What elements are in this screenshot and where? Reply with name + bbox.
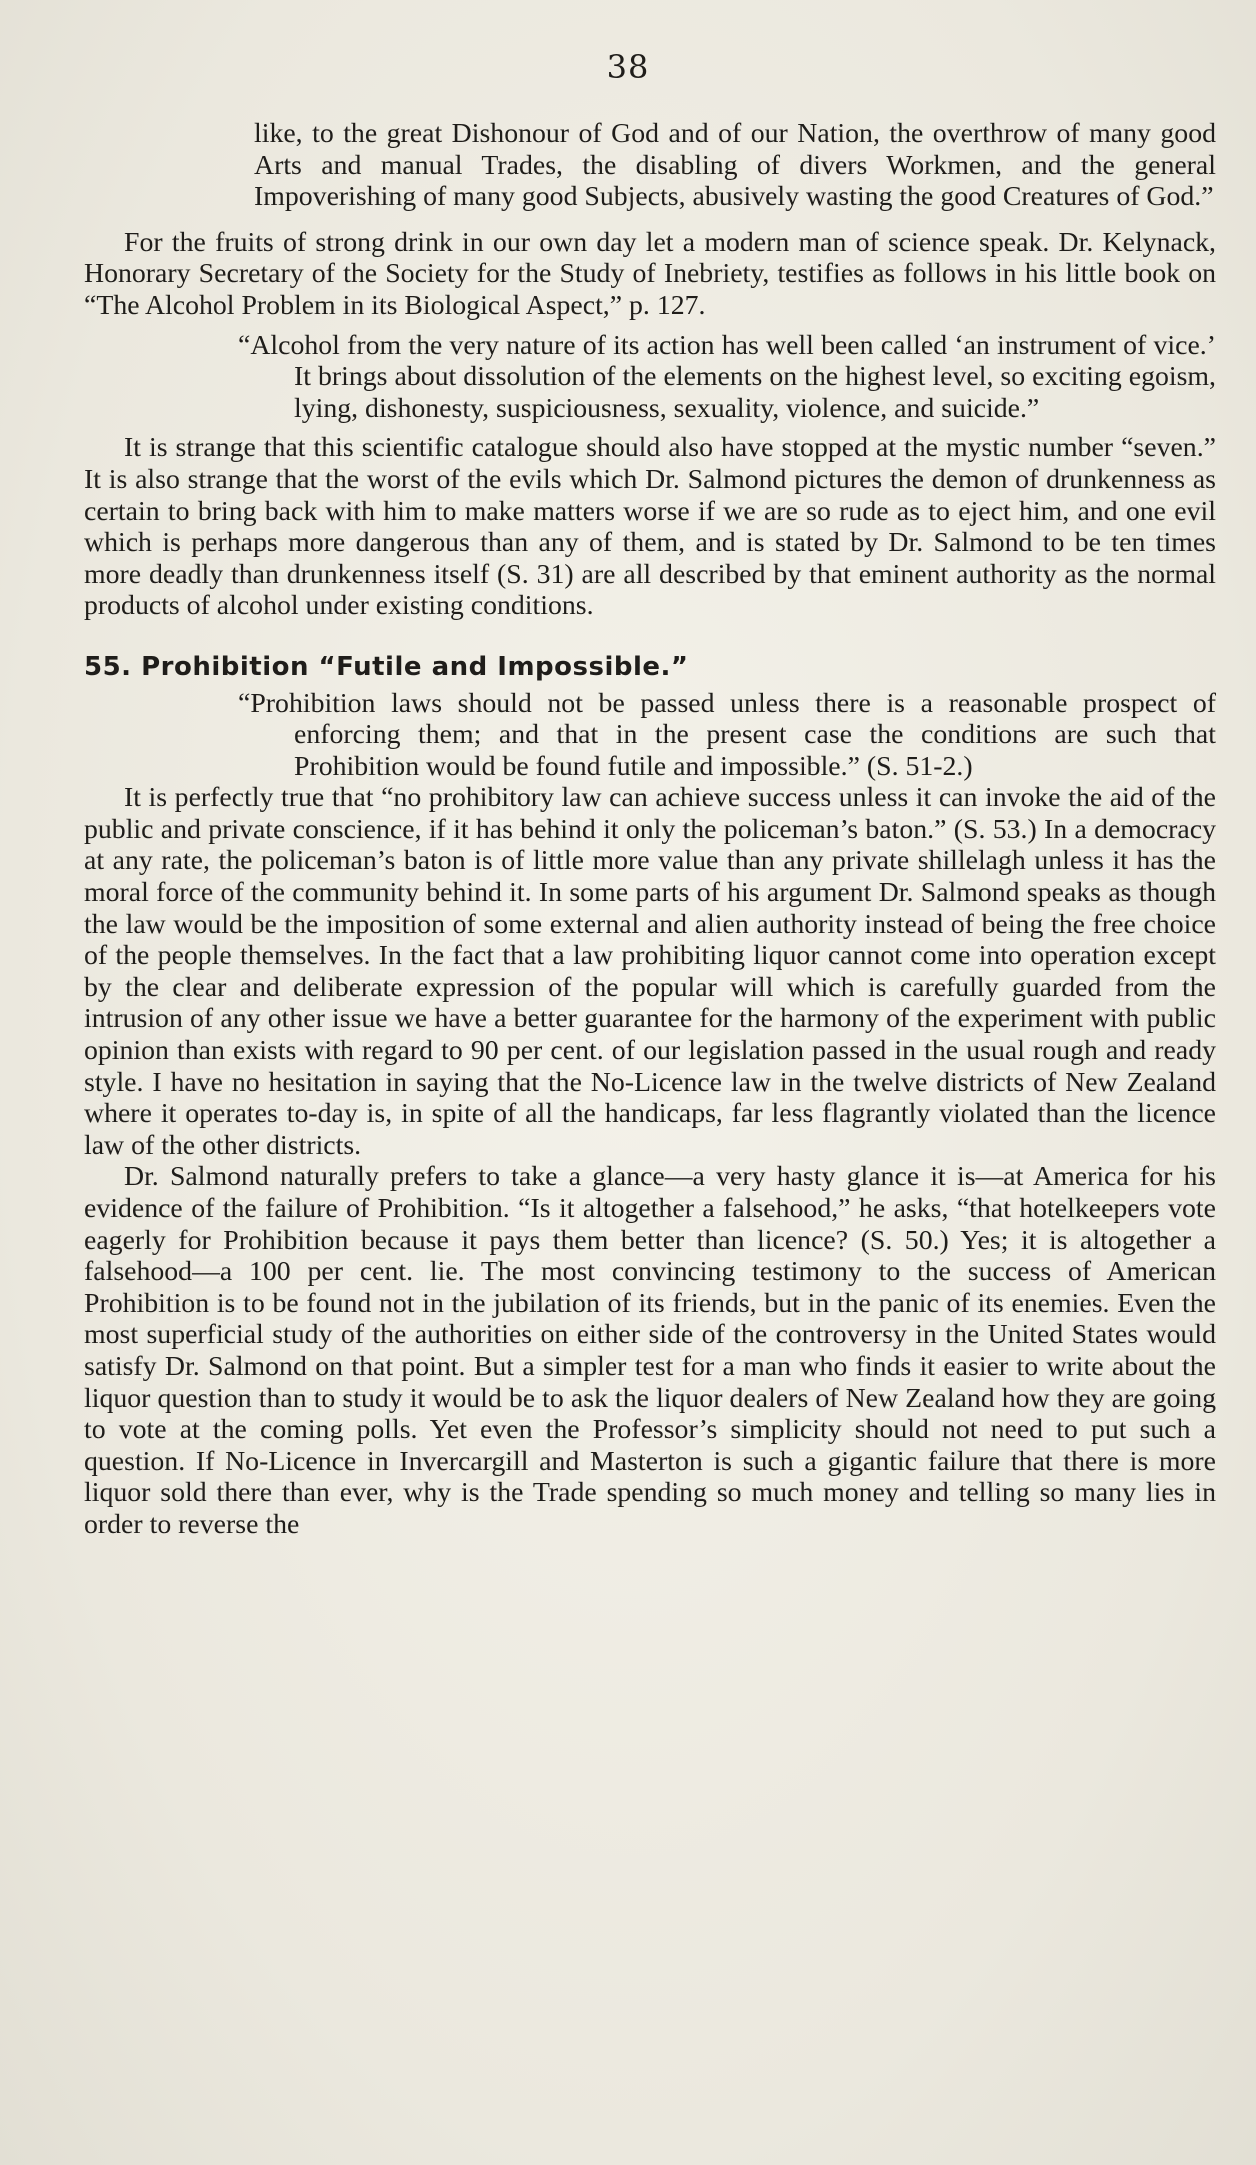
body-paragraph: Dr. Salmond naturally prefers to take a glance—a very hasty glance it is—at America for his evidence of the failure of Prohibition. “Is it altogether a falsehood,” he asks, “that hotelkeepers vote eagerly for Prohibition because it pays them better than licence? (S. 50.) Yes; it is altogether a falsehood—a 100 per cent. lie. The most convincing testimony to the success of American Prohibition is to be found not in the jubilation of its friends, but in the panic of its enemies. Even the most superficial study of the authorities on either side of the controversy in the United States would satisfy Dr. Salmond on that point. But a simpler test for a man who finds it easier to write about the liquor question than to study it would be to ask the liquor dealers of New Zealand how they are going to vote at the coming polls. Yet even the Professor’s simplicity should not need to put such a question. If No-Licence in Invercargill and Masterton is such a gigantic failure that there is more liquor sold there than ever, why is the Trade spending so much money and telling so many lies in order to reverse the: [84, 1161, 1216, 1540]
section-heading: 55. Prohibition “Futile and Impossible.”: [84, 651, 689, 682]
page-body: [84, 118, 1216, 1541]
block-quotation: “Alcohol from the very nature of its action has well been called ‘an instrument of vice.’ It brings about dissolution of the elements on the highest level, so exciting egoism, lying, dishonesty, suspiciousness, sexuality, violence, and suicide.”: [238, 329, 1216, 424]
body-paragraph: It is perfectly true that “no prohibitory law can achieve success unless it can invoke the aid of the public and private conscience, if it has behind it only the policeman’s baton.” (S. 53.) In a democracy at any rate, the policeman’s baton is of little more value than any private shillelagh unless it has the moral force of the community behind it. In some parts of his argument Dr. Salmond speaks as though the law would be the imposition of some external and alien authority instead of being the free choice of the people themselves. In the fact that a law prohibiting liquor cannot come into operation except by the clear and deliberate expression of the popular will which is carefully guarded from the intrusion of any other issue we have a better guarantee for the harmony of the experiment with public opinion than exists with regard to 90 per cent. of our legislation passed in the usual rough and ready style. I have no hesitation in saying that the No-Licence law in the twelve districts of New Zealand where it operates to-day is, in spite of all the handicaps, far less flagrantly violated than the licence law of the other districts.: [84, 782, 1216, 1161]
block-quotation: “Prohibition laws should not be passed unless there is a reasonable prospect of enforcing them; and that in the present case the conditions are such that Prohibition would be found futile and impossible.” (S. 51-2.): [238, 687, 1216, 782]
page-number: 38: [606, 48, 650, 86]
body-paragraph: It is strange that this scientific catalogue should also have stopped at the mystic number “seven.” It is also strange that the worst of the evils which Dr. Salmond pictures the demon of drunkenness as certain to bring back with him to make matters worse if we are so rude as to eject him, and one evil which is perhaps more dangerous than any of them, and is stated by Dr. Salmond to be ten times more deadly than drunkenness itself (S. 31) are all described by that eminent authority as the normal products of alcohol under existing conditions.: [84, 432, 1216, 622]
body-paragraph: For the fruits of strong drink in our own day let a modern man of science speak. Dr. Kelynack, Honorary Secretary of the Society for the Study of Inebriety, testifies as follows in his little book on “The Alcohol Problem in its Biological Aspect,” p. 127.: [84, 226, 1216, 321]
quotation-continuation: like, to the great Dishonour of God and of our Nation, the overthrow of many good Arts and manual Trades, the disabling of divers Workmen, and the general Impoverishing of many good Subjects, abusively wasting the good Creatures of God.”: [254, 118, 1216, 213]
